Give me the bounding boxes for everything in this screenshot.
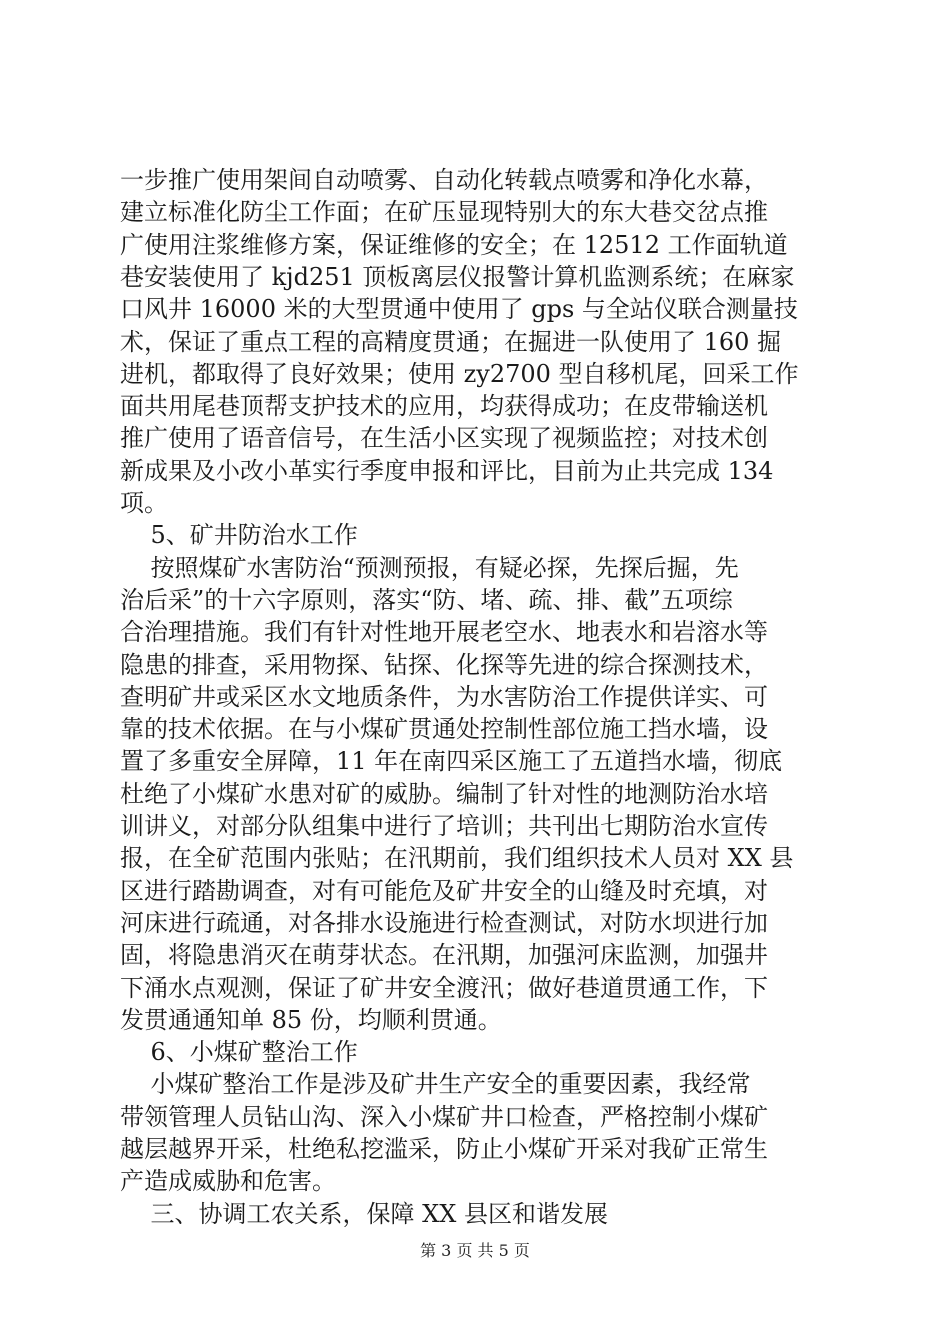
text-line: 进机，都取得了良好效果；使用 zy2700 型自移机尾，回采工作 [120,359,799,388]
text-line: 广使用注浆维修方案，保证维修的安全；在 12512 工作面轨道 [120,230,788,259]
text-line: 杜绝了小煤矿水患对矿的威胁。编制了针对性的地测防治水培 [120,779,768,808]
page-footer: 第 3 页 共 5 页 [420,1241,530,1260]
text-line: 建立标准化防尘工作面；在矿压显现特别大的东大巷交岔点推 [120,198,768,227]
text-line: 查明矿井或采区水文地质条件，为水害防治工作提供详实、可 [120,682,768,711]
text-line: 巷安装使用了 kjd251 顶板离层仪报警计算机监测系统；在麻家 [120,262,795,291]
text-line: 按照煤矿水害防治“预测预报，有疑必探，先探后掘，先 [120,553,739,582]
text-line: 下涌水点观测，保证了矿井安全渡汛；做好巷道贯通工作，下 [120,973,768,1002]
text-line: 术，保证了重点工程的高精度贯通；在掘进一队使用了 160 掘 [120,327,782,356]
text-line: 面共用尾巷顶帮支护技术的应用，均获得成功；在皮带输送机 [120,392,768,421]
text-line: 靠的技术依据。在与小煤矿贯通处控制性部位施工挡水墙，设 [120,715,768,744]
text-line: 三、协调工农关系，保障 XX 县区和谐发展 [120,1199,608,1228]
text-line: 训讲义，对部分队组集中进行了培训；共刊出七期防治水宣传 [120,812,768,840]
text-line: 固，将隐患消灭在萌芽状态。在汛期，加强河床监测，加强井 [120,941,768,970]
text-line: 小煤矿整治工作是涉及矿井生产安全的重要因素，我经常 [120,1070,751,1099]
text-line: 6、小煤矿整治工作 [120,1038,358,1067]
text-line: 隐患的排查，采用物探、钻探、化探等先进的综合探测技术， [120,650,768,679]
text-line: 项。 [120,489,168,517]
text-line: 产造成威胁和危害。 [120,1167,336,1196]
text-line: 区进行踏勘调查，对有可能危及矿井安全的山缝及时充填，对 [120,876,768,905]
text-line: 5、矿井防治水工作 [120,521,358,550]
text-line: 新成果及小改小革实行季度申报和评比，目前为止共完成 134 [120,456,774,485]
text-line: 报，在全矿范围内张贴；在汛期前，我们组织技术人员对 XX 县 [120,844,794,873]
text-line: 推广使用了语音信号，在生活小区实现了视频监控；对技术创 [120,424,768,453]
text-line: 河床进行疏通，对各排水设施进行检查测试，对防水坝进行加 [120,908,768,937]
text-line: 治后采”的十六字原则，落实“防、堵、疏、排、截”五项综 [120,585,733,614]
text-line: 越层越界开采，杜绝私挖滥采，防止小煤矿开采对我矿正常生 [120,1135,768,1163]
text-line: 发贯通通知单 85 份，均顺利贯通。 [120,1005,502,1034]
text-line: 一步推广使用架间自动喷雾、自动化转载点喷雾和净化水幕， [120,166,768,194]
text-line: 合治理措施。我们有针对性地开展老空水、地表水和岩溶水等 [120,618,768,647]
text-line: 带领管理人员钻山沟、深入小煤矿井口检查，严格控制小煤矿 [120,1102,768,1131]
text-line: 置了多重安全屏障，11 年在南四采区施工了五道挡水墙，彻底 [120,747,783,776]
text-line: 口风井 16000 米的大型贯通中使用了 gps 与全站仪联合测量技 [120,295,798,324]
